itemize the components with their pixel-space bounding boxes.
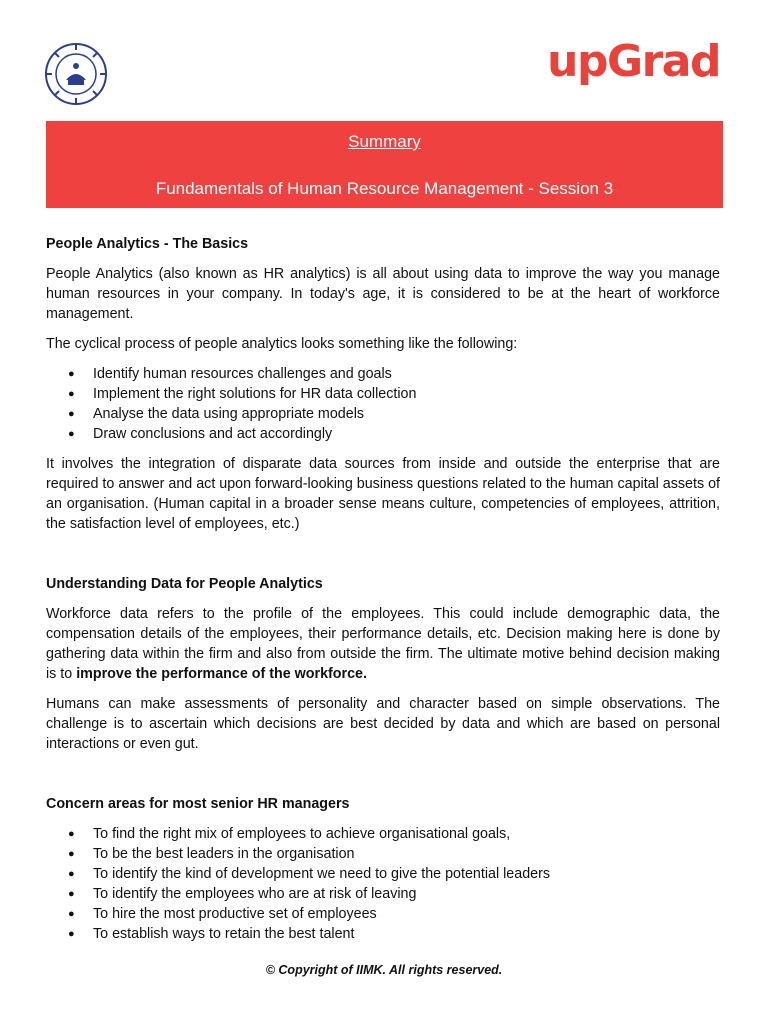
list-item: ● Implement the right solutions for HR data collection bbox=[46, 384, 720, 404]
banner-course-title: Fundamentals of Human Resource Management - Session 3 bbox=[155, 179, 614, 198]
list-item: ● Analyse the data using appropriate models bbox=[46, 404, 720, 424]
list-item: ● Draw conclusions and act accordingly bbox=[46, 424, 720, 444]
bullet-list-process bbox=[46, 364, 720, 444]
list-item: ● To establish ways to retain the best talent bbox=[46, 924, 720, 944]
list-item: ● Identify human resources challenges and goals bbox=[46, 364, 720, 384]
bullet-list-concerns bbox=[46, 824, 720, 944]
copyright-footer: © Copyright of IIMK. All rights reserved. bbox=[265, 963, 503, 977]
paragraph: Humans can make assessments of personality and character based on simple observations. The challenge is to ascertain which decisions are best decided by data and which are based on personal interactions or even gut. bbox=[46, 696, 720, 752]
banner-summary-title: Summary bbox=[348, 132, 421, 151]
list-item: ● To be the best leaders in the organisation bbox=[46, 844, 720, 864]
paragraph-bold-text: improve the performance of the workforce. bbox=[76, 666, 367, 682]
list-item: ● To find the right mix of employees to achieve organisational goals, bbox=[46, 824, 720, 844]
document-body bbox=[46, 234, 720, 954]
paragraph: The cyclical process of people analytics looks something like the following: bbox=[46, 336, 518, 352]
summary-banner bbox=[46, 121, 723, 208]
section-heading-basics: People Analytics - The Basics bbox=[46, 236, 249, 252]
list-item: ● To identify the kind of development we need to give the potential leaders bbox=[46, 864, 720, 884]
iimk-logo bbox=[44, 42, 108, 106]
upgrad-logo: upGrad bbox=[547, 36, 720, 87]
section-heading-understanding-data: Understanding Data for People Analytics bbox=[46, 576, 323, 592]
paragraph bbox=[46, 604, 720, 684]
list-item: ● To hire the most productive set of employees bbox=[46, 904, 720, 924]
paragraph-text: Workforce data refers to the profile of the employees. This could include demographic data, the compensation details of the employees, their performance details, etc. Decision making here is done by gathering data within the firm and also from outside the firm. The ultimate motive behind decision making is to bbox=[46, 606, 720, 682]
section-heading-concern-areas: Concern areas for most senior HR managers bbox=[46, 796, 350, 812]
list-item: ● To identify the employees who are at risk of leaving bbox=[46, 884, 720, 904]
paragraph: People Analytics (also known as HR analytics) is all about using data to improve the way you manage human resources in your company. In today's age, it is considered to be at the heart of workforce management. bbox=[46, 266, 720, 322]
paragraph: It involves the integration of disparate data sources from inside and outside the enterprise that are required to answer and act upon forward-looking business questions related to the human capital assets of an organisation. (Human capital in a broader sense means culture, competencies of employees, attrition, the satisfaction level of employees, etc.) bbox=[46, 456, 720, 532]
